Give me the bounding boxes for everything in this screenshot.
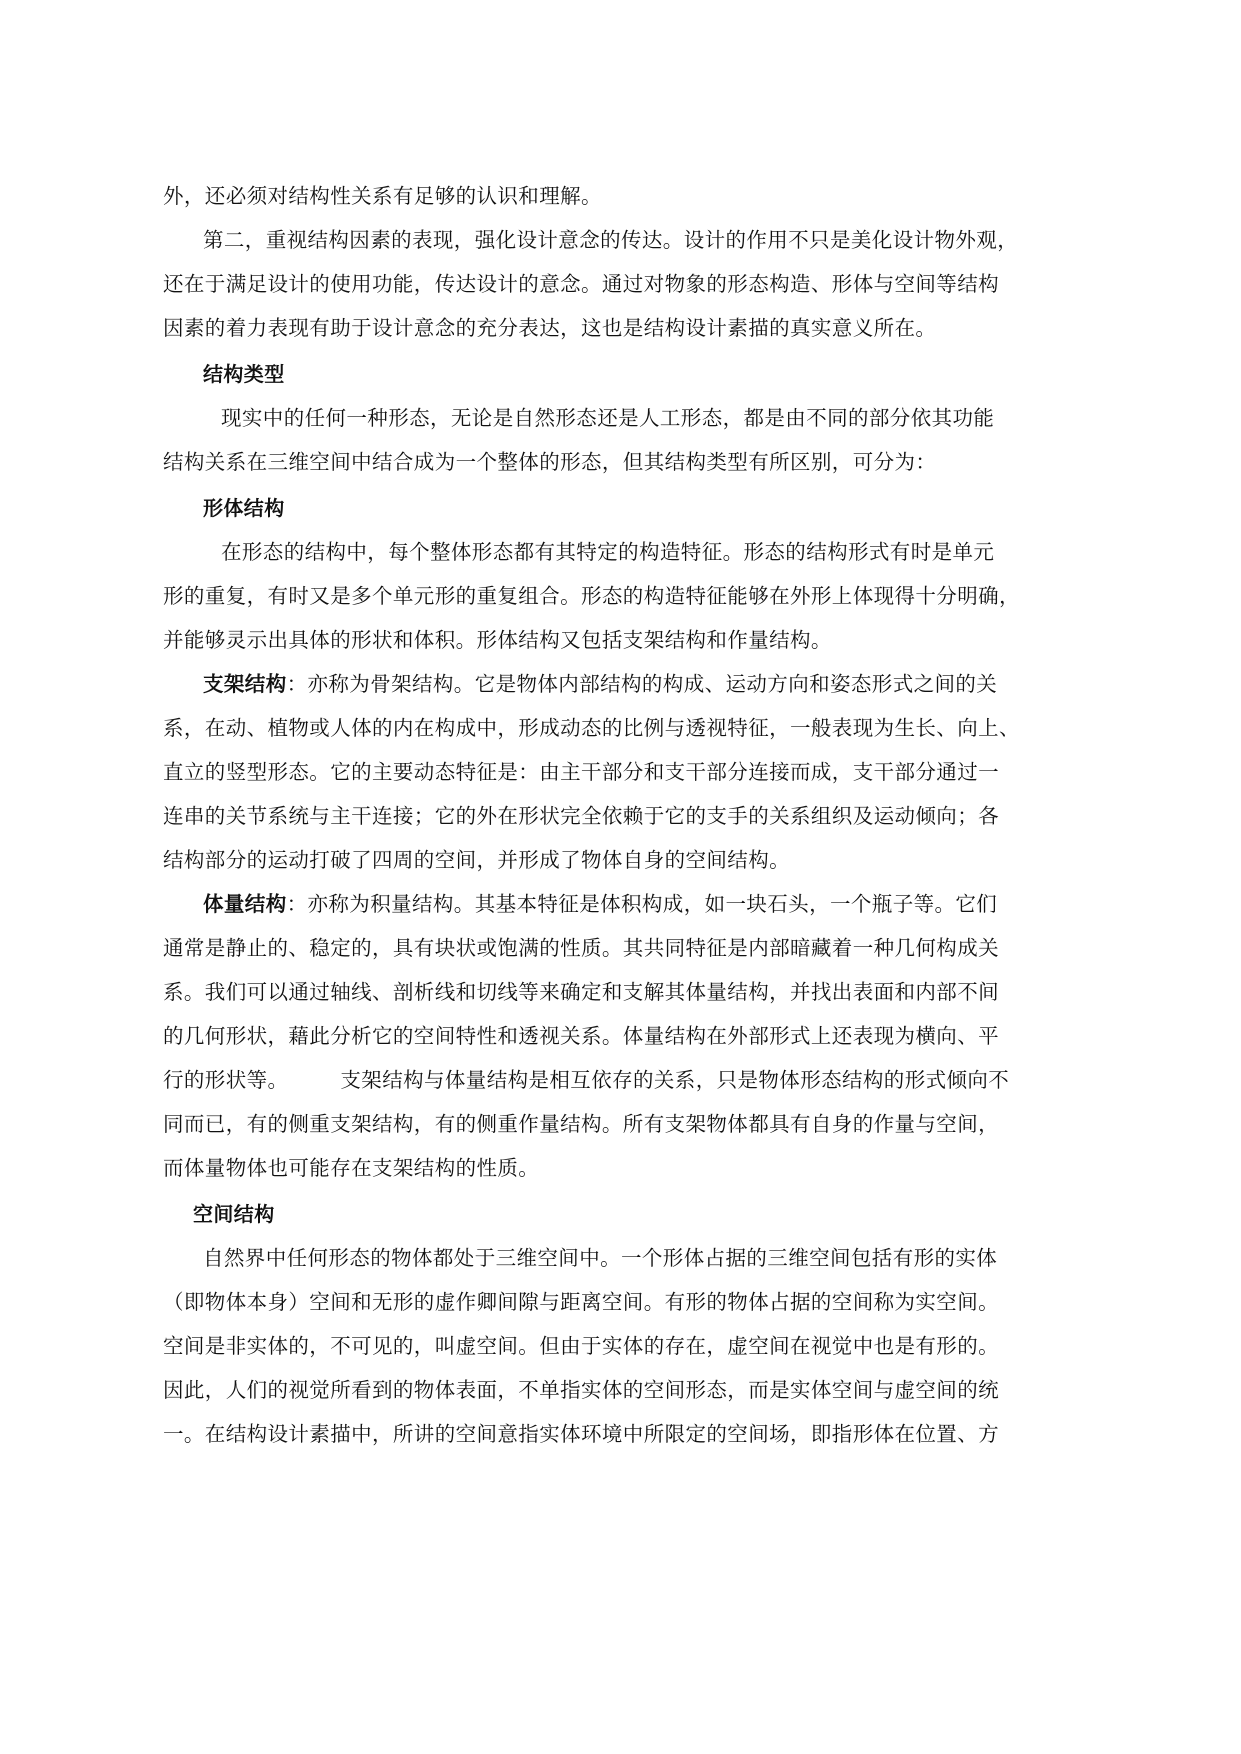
text-line: 因素的着力表现有助于设计意念的充分表达，这也是结构设计素描的真实意义所在。: [163, 316, 937, 340]
text-line: 还在于满足设计的使用功能，传达设计的意念。通过对物象的形态构造、形体与空间等结构: [163, 272, 999, 296]
text-line: 通常是静止的、稳定的，具有块状或饱满的性质。其共同特征是内部暗藏着一种几何构成关: [163, 936, 999, 960]
text-line: 系。我们可以通过轴线、剖析线和切线等来确定和支解其体量结构，并找出表面和内部不间: [163, 980, 999, 1004]
text-line: 自然界中任何形态的物体都处于三维空间中。一个形体占据的三维空间包括有形的实体: [203, 1246, 998, 1270]
text-line: [203, 890, 997, 918]
term-description: ：亦称为骨架结构。它是物体内部结构的构成、运动方向和姿态形式之间的关: [286, 672, 998, 696]
text-line: 结构部分的运动打破了四周的空间，并形成了物体自身的空间结构。: [163, 848, 790, 872]
text-line: 形的重复，有时又是多个单元形的重复组合。形态的构造特征能够在外形上体现得十分明确，: [163, 584, 1020, 608]
section-heading: 形体结构: [203, 496, 285, 520]
text-line: 外，还必须对结构性关系有足够的认识和理解。: [163, 184, 602, 208]
text-line: （即物体本身）空间和无形的虚作卿间隙与距离空间。有形的物体占据的空间称为实空间。: [163, 1290, 999, 1314]
text-line: 空间是非实体的，不可见的，叫虚空间。但由于实体的存在，虚空间在视觉中也是有形的。: [163, 1334, 999, 1358]
text-line: 并能够灵示出具体的形状和体积。形体结构又包括支架结构和作量结构。: [163, 628, 832, 652]
term-label: 体量结构: [203, 892, 287, 916]
text-line: 一。在结构设计素描中，所讲的空间意指实体环境中所限定的空间场，即指形体在位置、方: [163, 1422, 999, 1446]
text-line: 同而已，有的侧重支架结构，有的侧重作量结构。所有支架物体都具有自身的作量与空间，: [163, 1112, 999, 1136]
section-heading: 结构类型: [203, 362, 285, 386]
text-line: [163, 1066, 1009, 1094]
text-line: 结构关系在三维空间中结合成为一个整体的形态，但其结构类型有所区别，可分为：: [163, 450, 937, 474]
text-line: 直立的竖型形态。它的主要动态特征是：由主干部分和支干部分连接而成，支干部分通过一: [163, 760, 999, 784]
text-line: 的几何形状，藉此分析它的空间特性和透视关系。体量结构在外部形式上还表现为横向、平: [163, 1024, 999, 1048]
term-description: ：亦称为积量结构。其基本特征是体积构成，如一块石头，一个瓶子等。它们: [286, 892, 998, 916]
text-line: 系，在动、植物或人体的内在构成中，形成动态的比例与透视特征，一般表现为生长、向上、: [163, 716, 1020, 740]
text-line: 连串的关节系统与主干连接；它的外在形状完全依赖于它的支手的关系组织及运动倾向；各: [163, 804, 999, 828]
text-segment: 支架结构与体量结构是相互依存的关系，只是物体形态结构的形式倾向不: [340, 1068, 1010, 1092]
section-heading: 空间结构: [193, 1202, 275, 1226]
text-line: 第二，重视结构因素的表现，强化设计意念的传达。设计的作用不只是美化设计物外观，: [203, 228, 1019, 252]
text-segment: 行的形状等。: [163, 1068, 289, 1092]
text-line: 在形态的结构中，每个整体形态都有其特定的构造特征。形态的结构形式有时是单元: [221, 540, 995, 564]
text-line: 因此，人们的视觉所看到的物体表面，不单指实体的空间形态，而是实体空间与虚空间的统: [163, 1378, 999, 1402]
text-line: 而体量物体也可能存在支架结构的性质。: [163, 1156, 540, 1180]
term-label: 支架结构: [203, 672, 287, 696]
text-line: [203, 670, 997, 698]
text-line: 现实中的任何一种形态，无论是自然形态还是人工形态，都是由不同的部分依其功能: [221, 406, 995, 430]
